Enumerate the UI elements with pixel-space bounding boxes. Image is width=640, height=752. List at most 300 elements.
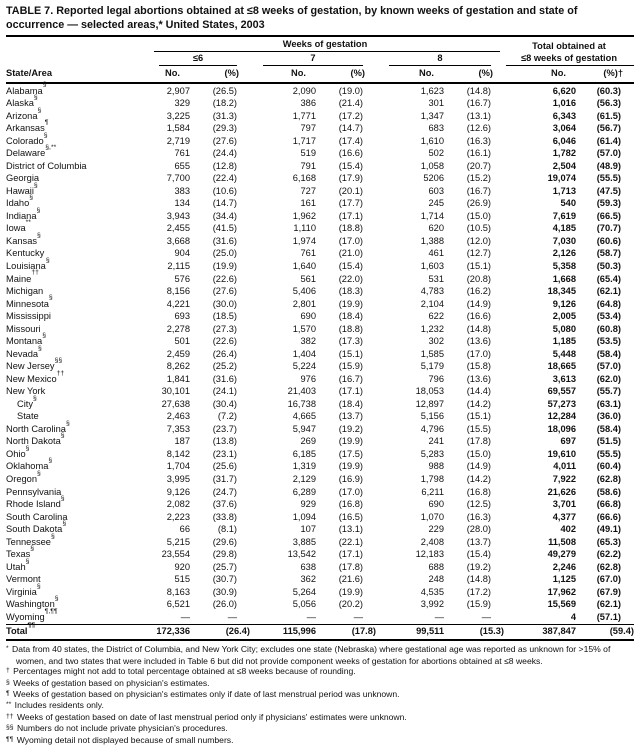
percent-cell: (20.2) bbox=[338, 599, 363, 610]
percent-cell: (64.8) bbox=[596, 298, 621, 309]
percent-cell: (34.4) bbox=[212, 210, 237, 221]
count-cell: 2,463 bbox=[166, 411, 190, 422]
percent-cell: (58.4) bbox=[596, 348, 621, 359]
count-cell: 1,782 bbox=[552, 148, 576, 159]
count-cell: 19,610 bbox=[547, 448, 576, 459]
percent-cell: (31.3) bbox=[212, 110, 237, 121]
count-cell: 402 bbox=[560, 524, 576, 535]
percent-cell: (55.5) bbox=[596, 173, 621, 184]
percent-cell: (18.4) bbox=[338, 311, 363, 322]
percent-cell: (20.8) bbox=[466, 273, 491, 284]
total-no-column-header: No. bbox=[504, 66, 576, 82]
count-cell: 5,947 bbox=[292, 423, 316, 434]
count-cell: 1,974 bbox=[292, 235, 316, 246]
count-cell: 18,053 bbox=[415, 386, 444, 397]
count-cell: 5,358 bbox=[552, 260, 576, 271]
footnote-marker: § bbox=[25, 444, 30, 452]
count-cell: 3,701 bbox=[552, 499, 576, 510]
count-cell: 540 bbox=[560, 198, 576, 209]
percent-cell: (17.9) bbox=[338, 173, 363, 184]
state-name: Tennessee§ bbox=[6, 532, 55, 547]
count-cell: 8,142 bbox=[166, 448, 190, 459]
count-cell: 7,353 bbox=[166, 423, 190, 434]
count-cell: 16,738 bbox=[287, 398, 316, 409]
percent-cell: (15.3) bbox=[444, 624, 504, 640]
percent-cell: (62.1) bbox=[596, 599, 621, 610]
percent-cell: (15.9) bbox=[466, 599, 491, 610]
count-cell: 3,995 bbox=[166, 474, 190, 484]
percent-cell: (17.1) bbox=[338, 210, 363, 221]
count-cell: 27,638 bbox=[161, 398, 190, 409]
percent-cell: (18.2) bbox=[212, 98, 237, 109]
table-row bbox=[6, 98, 634, 111]
footnote: †† Weeks of gestation based on date of last menstrual period only if physicians' estimates were unknown. bbox=[6, 711, 407, 722]
percent-cell: (62.2) bbox=[596, 549, 621, 560]
table-row bbox=[6, 449, 634, 462]
count-cell: 2,907 bbox=[166, 85, 190, 96]
percent-cell: (57.0) bbox=[596, 148, 621, 159]
count-cell: 18,096 bbox=[547, 423, 576, 434]
count-cell: 3,885 bbox=[292, 536, 316, 547]
count-cell: 6,289 bbox=[292, 486, 316, 497]
table-row bbox=[6, 436, 634, 449]
percent-cell: (66.6) bbox=[596, 511, 621, 522]
percent-cell: (62.0) bbox=[596, 373, 621, 384]
percent-cell: (14.2) bbox=[466, 474, 491, 484]
state-name: Missouri bbox=[6, 323, 41, 334]
table-row bbox=[6, 586, 634, 599]
count-cell: 683 bbox=[428, 123, 444, 134]
footnote-marker: §§ bbox=[6, 724, 14, 732]
count-cell: 976 bbox=[300, 373, 316, 384]
percent-cell: (18.3) bbox=[338, 286, 363, 297]
count-cell: 4,011 bbox=[553, 461, 576, 472]
percent-cell: (22.1) bbox=[338, 536, 363, 547]
percent-cell: (13.7) bbox=[338, 411, 363, 422]
percent-cell: (17.0) bbox=[338, 486, 363, 497]
percent-cell: (56.7) bbox=[596, 123, 621, 134]
count-cell: 17,962 bbox=[547, 586, 576, 597]
percent-cell: (20.1) bbox=[338, 185, 363, 196]
percent-cell: (16.1) bbox=[466, 148, 491, 159]
footnote-marker: § bbox=[25, 557, 30, 565]
state-name: Hawaii§ bbox=[6, 181, 38, 196]
count-cell: 172,336 bbox=[146, 624, 190, 640]
count-cell: 9,126 bbox=[552, 298, 576, 309]
count-cell: 988 bbox=[428, 461, 444, 472]
percent-cell: (24.7) bbox=[212, 486, 237, 497]
count-cell: 115,996 bbox=[250, 624, 316, 640]
count-cell: 1,125 bbox=[552, 574, 576, 585]
table-row bbox=[6, 223, 634, 236]
count-cell: 620 bbox=[428, 223, 444, 234]
count-cell: 5,448 bbox=[552, 348, 576, 359]
percent-cell: (19.9) bbox=[338, 436, 363, 447]
percent-cell: (13.6) bbox=[466, 336, 491, 347]
percent-cell: (16.5) bbox=[338, 511, 363, 522]
percent-cell: (55.5) bbox=[596, 448, 621, 459]
table-row bbox=[6, 499, 634, 512]
percent-cell: (26.0) bbox=[212, 599, 237, 610]
percent-cell: (65.3) bbox=[596, 536, 621, 547]
state-name: Colorado§ bbox=[6, 131, 48, 146]
state-name: Total¶¶ bbox=[6, 624, 146, 640]
percent-cell: (57.1) bbox=[596, 611, 621, 622]
count-cell: 1,714 bbox=[420, 210, 444, 221]
no-column-header: No. bbox=[250, 66, 316, 82]
count-cell: 2,455 bbox=[166, 223, 190, 234]
weeks-of-gestation-header: Weeks of gestation bbox=[146, 36, 504, 52]
count-cell: 1,717 bbox=[292, 135, 316, 146]
percent-cell: (17.2) bbox=[338, 110, 363, 121]
count-cell: 7,030 bbox=[552, 235, 576, 246]
count-cell: 501 bbox=[174, 336, 190, 347]
state-name: Indiana§ bbox=[6, 206, 41, 221]
state-name: New York bbox=[6, 386, 46, 397]
percent-cell: (26.9) bbox=[466, 198, 491, 209]
footnote-marker: § bbox=[37, 469, 41, 477]
count-cell: 30,101 bbox=[161, 386, 190, 397]
count-cell: 515 bbox=[174, 574, 190, 585]
count-cell: 18,345 bbox=[547, 286, 576, 297]
percent-cell: (29.6) bbox=[212, 536, 237, 547]
table-row bbox=[6, 373, 634, 386]
percent-cell: (18.8) bbox=[338, 223, 363, 234]
count-cell: 4,535 bbox=[420, 586, 444, 597]
state-name: Louisiana§ bbox=[6, 256, 50, 271]
count-cell: 4,665 bbox=[292, 411, 316, 422]
count-cell: 5,224 bbox=[292, 361, 316, 372]
table-row bbox=[6, 323, 634, 336]
state-name: Vermont bbox=[6, 574, 41, 585]
percent-cell: (24.4) bbox=[212, 148, 237, 159]
table-row bbox=[6, 461, 634, 474]
percent-cell: (60.8) bbox=[596, 323, 621, 334]
percent-cell: (18.5) bbox=[212, 311, 237, 322]
footnote-marker: § bbox=[30, 545, 35, 553]
state-name: South Dakota§ bbox=[6, 520, 67, 535]
table-row bbox=[6, 611, 634, 624]
percent-cell: (16.3) bbox=[466, 511, 491, 522]
count-cell: 904 bbox=[174, 248, 190, 259]
footnotes bbox=[6, 644, 634, 746]
footnote-marker: § bbox=[29, 194, 34, 202]
state-name: North Carolina§ bbox=[6, 419, 70, 434]
state-name: Mississippi bbox=[6, 311, 51, 322]
state-name: Alaska§ bbox=[6, 93, 38, 109]
footnote: § Weeks of gestation based on physician's estimates. bbox=[6, 677, 210, 688]
count-cell: 382 bbox=[300, 336, 316, 347]
percent-cell: (14.4) bbox=[466, 386, 491, 397]
table-row bbox=[6, 336, 634, 349]
footnote-marker: ¶¶ bbox=[6, 735, 14, 743]
total-header-line2: ≤8 weeks of gestation bbox=[504, 52, 634, 66]
count-cell: 690 bbox=[428, 499, 444, 510]
state-name: Maine†† bbox=[6, 269, 39, 284]
count-cell: 1,070 bbox=[420, 511, 444, 522]
percent-cell: (13.1) bbox=[338, 524, 363, 535]
percent-cell: (17.5) bbox=[338, 448, 363, 459]
footnote-marker: § bbox=[33, 93, 38, 101]
percent-cell: (70.7) bbox=[596, 223, 621, 234]
count-cell: 5206 bbox=[423, 173, 444, 184]
count-cell: 1,623 bbox=[420, 85, 444, 96]
footnote-marker: § bbox=[60, 432, 65, 440]
count-cell: 229 bbox=[428, 524, 444, 535]
footnote-marker: § bbox=[54, 595, 59, 603]
count-cell: 5,406 bbox=[292, 286, 316, 297]
count-cell: 1,584 bbox=[166, 123, 190, 134]
count-cell: 502 bbox=[428, 148, 444, 159]
count-cell: 797 bbox=[300, 123, 316, 134]
table-row bbox=[6, 599, 634, 612]
percent-cell: (16.9) bbox=[338, 474, 363, 484]
percent-cell: (19.9) bbox=[338, 461, 363, 472]
count-cell: 688 bbox=[428, 561, 444, 572]
percent-cell: (18.8) bbox=[338, 323, 363, 334]
percent-cell: (14.8) bbox=[466, 323, 491, 334]
count-cell: 1,713 bbox=[552, 185, 576, 196]
count-cell: 655 bbox=[174, 160, 190, 171]
table-row bbox=[6, 311, 634, 324]
count-cell: 6,185 bbox=[292, 448, 316, 459]
percent-cell: (17.4) bbox=[338, 135, 363, 146]
percent-cell: (17.0) bbox=[466, 348, 491, 359]
footnote-marker: ¶ bbox=[6, 690, 10, 698]
percent-cell: (13.6) bbox=[466, 373, 491, 384]
count-cell: 2,129 bbox=[292, 474, 316, 484]
count-cell: 1,232 bbox=[420, 323, 444, 334]
state-name: District of Columbia bbox=[6, 160, 87, 171]
count-cell: 301 bbox=[428, 98, 444, 109]
count-cell: 12,897 bbox=[415, 398, 444, 409]
percent-cell: (15.1) bbox=[466, 260, 491, 271]
percent-cell: (58.7) bbox=[596, 248, 621, 259]
count-cell: 561 bbox=[300, 273, 316, 284]
percent-cell: (58.6) bbox=[596, 486, 621, 497]
percent-cell: (15.8) bbox=[466, 361, 491, 372]
percent-cell: (12.6) bbox=[466, 123, 491, 134]
percent-cell: (49.1) bbox=[596, 524, 621, 535]
percent-cell: (17.1) bbox=[338, 549, 363, 560]
table-row bbox=[6, 486, 634, 499]
count-cell: 1,185 bbox=[552, 336, 576, 347]
total-row bbox=[6, 624, 634, 640]
percent-cell: (19.2) bbox=[466, 561, 491, 572]
week7-header: 7 bbox=[250, 52, 376, 66]
count-cell: 7,700 bbox=[166, 173, 190, 184]
count-cell: 6,620 bbox=[552, 85, 576, 96]
pct-column-header: (%) bbox=[444, 66, 504, 82]
state-name: Washington§ bbox=[6, 595, 59, 610]
state-name: Virginia§ bbox=[6, 582, 41, 597]
percent-cell: — bbox=[353, 611, 363, 622]
percent-cell: (12.0) bbox=[466, 235, 491, 246]
percent-cell: (15.4) bbox=[466, 549, 491, 560]
percent-cell: (55.7) bbox=[596, 386, 621, 397]
count-cell: 1,319 bbox=[292, 461, 316, 472]
percent-cell: (21.6) bbox=[338, 574, 363, 585]
footnote-marker: §§ bbox=[54, 357, 63, 365]
count-cell: 929 bbox=[300, 499, 316, 510]
count-cell: 2,115 bbox=[167, 260, 190, 271]
percent-cell: (16.7) bbox=[338, 373, 363, 384]
le6-weeks-header: ≤6 bbox=[146, 52, 250, 66]
count-cell: 187 bbox=[174, 436, 190, 447]
percent-cell: (66.8) bbox=[596, 499, 621, 510]
count-cell: 2,408 bbox=[420, 536, 444, 547]
count-cell: 727 bbox=[300, 185, 316, 196]
count-cell: 1,570 bbox=[292, 323, 316, 334]
count-cell: 3,992 bbox=[420, 599, 444, 610]
count-cell: 99,511 bbox=[376, 624, 444, 640]
count-cell: 6,211 bbox=[421, 486, 444, 497]
percent-cell: (61.4) bbox=[596, 135, 621, 146]
count-cell: 519 bbox=[300, 148, 316, 159]
count-cell: 1,404 bbox=[292, 348, 316, 359]
total-header-line1: Total obtained at bbox=[532, 41, 606, 52]
percent-cell: (15.1) bbox=[466, 411, 491, 422]
footnote-marker: * bbox=[6, 645, 9, 653]
percent-cell: (28.0) bbox=[466, 524, 491, 535]
gestation-table bbox=[6, 35, 634, 641]
percent-cell: (48.9) bbox=[596, 160, 621, 171]
count-cell: 5,283 bbox=[420, 448, 444, 459]
count-cell: 12,183 bbox=[415, 549, 444, 560]
percent-cell: (26.5) bbox=[212, 85, 237, 96]
percent-cell: (13.8) bbox=[212, 436, 237, 447]
table-row bbox=[6, 511, 634, 524]
count-cell: 1,841 bbox=[166, 373, 190, 384]
count-cell: 2,719 bbox=[166, 135, 190, 146]
count-cell: 1,388 bbox=[420, 235, 444, 246]
percent-cell: (29.8) bbox=[212, 549, 237, 560]
count-cell: — bbox=[306, 611, 316, 622]
state-name: Nevada§ bbox=[6, 344, 42, 359]
count-cell: 4,783 bbox=[420, 286, 444, 297]
percent-cell: (47.5) bbox=[596, 185, 621, 196]
table-row bbox=[6, 361, 634, 374]
table-title: TABLE 7. Reported legal abortions obtained at ≤8 weeks of gestation, by known weeks of gestation and state of occurrence — selected areas,* United States, 2003 bbox=[6, 5, 578, 32]
count-cell: 1,771 bbox=[292, 110, 316, 121]
percent-cell: (15.5) bbox=[466, 423, 491, 434]
percent-cell: (63.1) bbox=[596, 398, 621, 409]
percent-cell: (14.9) bbox=[466, 461, 491, 472]
table-row bbox=[6, 536, 634, 549]
percent-cell: (16.7) bbox=[466, 185, 491, 196]
count-cell: 329 bbox=[174, 98, 190, 109]
count-cell: 15,569 bbox=[547, 599, 576, 610]
table-row bbox=[6, 83, 634, 98]
state-name: South Carolina bbox=[6, 511, 68, 522]
percent-cell: (27.6) bbox=[212, 286, 237, 297]
count-cell: 1,585 bbox=[420, 348, 444, 359]
count-cell: 3,225 bbox=[166, 110, 190, 121]
count-cell: 697 bbox=[560, 436, 576, 447]
percent-cell: (16.8) bbox=[466, 486, 491, 497]
percent-cell: (16.8) bbox=[338, 499, 363, 510]
percent-cell: (15.0) bbox=[466, 448, 491, 459]
count-cell: 4,377 bbox=[552, 511, 576, 522]
count-cell: 13,542 bbox=[287, 549, 316, 560]
count-cell: 8,156 bbox=[166, 286, 190, 297]
state-name: Georgia bbox=[6, 173, 40, 184]
count-cell: 1,016 bbox=[552, 98, 576, 109]
percent-cell: (25.0) bbox=[212, 248, 237, 259]
percent-cell: (17.8) bbox=[338, 561, 363, 572]
percent-cell: (15.1) bbox=[338, 348, 363, 359]
percent-cell: (7.2) bbox=[217, 411, 237, 422]
count-cell: 4,796 bbox=[420, 423, 444, 434]
percent-cell: (22.6) bbox=[212, 336, 237, 347]
footnote-marker: § bbox=[36, 206, 41, 214]
percent-cell: (17.8) bbox=[316, 624, 376, 640]
count-cell: 1,110 bbox=[293, 223, 316, 234]
count-cell: 69,557 bbox=[547, 386, 576, 397]
percent-cell: (17.3) bbox=[338, 336, 363, 347]
footnote: ¶¶ Wyoming detail not displayed because of small numbers. bbox=[6, 734, 234, 745]
count-cell: 603 bbox=[428, 185, 444, 196]
footnote: ¶ Weeks of gestation based on physician's estimates only if date of last menstrual period was unknown. bbox=[6, 689, 400, 700]
count-cell: 1,704 bbox=[166, 461, 190, 472]
percent-cell: (12.7) bbox=[466, 248, 491, 259]
state-name: Alabama§ bbox=[6, 81, 47, 96]
count-cell: 2,459 bbox=[166, 348, 190, 359]
percent-cell: (10.5) bbox=[466, 223, 491, 234]
percent-cell: (50.3) bbox=[596, 260, 621, 271]
count-cell: 5,056 bbox=[292, 599, 316, 610]
percent-cell: (26.4) bbox=[212, 348, 237, 359]
percent-cell: (59.4) bbox=[576, 624, 634, 640]
table-body bbox=[6, 83, 634, 641]
footnote-marker: ¶,¶¶ bbox=[44, 607, 58, 615]
table-row bbox=[6, 185, 634, 198]
count-cell: 2,801 bbox=[292, 298, 316, 309]
table-row bbox=[6, 286, 634, 299]
count-cell: 1,058 bbox=[420, 160, 444, 171]
count-cell: 5,215 bbox=[166, 536, 190, 547]
footnote-marker: † bbox=[6, 667, 10, 675]
count-cell: 690 bbox=[300, 311, 316, 322]
footnote-marker: § bbox=[43, 131, 48, 139]
table-row bbox=[6, 348, 634, 361]
count-cell: 2,223 bbox=[166, 511, 190, 522]
count-cell: 1,668 bbox=[552, 273, 576, 284]
count-cell: 796 bbox=[428, 373, 444, 384]
percent-cell: (31.6) bbox=[212, 373, 237, 384]
count-cell: 5,156 bbox=[420, 411, 444, 422]
state-name: North Dakota§ bbox=[6, 432, 65, 447]
percent-cell: (14.8) bbox=[466, 85, 491, 96]
state-name: Pennsylvania bbox=[6, 486, 62, 497]
percent-cell: (19.9) bbox=[338, 586, 363, 597]
count-cell: 241 bbox=[428, 436, 444, 447]
percent-cell: (62.1) bbox=[596, 286, 621, 297]
footnote-marker: § bbox=[42, 332, 46, 340]
count-cell: 11,508 bbox=[548, 536, 576, 547]
percent-cell: (21.4) bbox=[338, 98, 363, 109]
percent-cell: (19.9) bbox=[212, 260, 237, 271]
percent-cell: (62.8) bbox=[596, 561, 621, 572]
percent-cell: (23.1) bbox=[212, 448, 237, 459]
count-cell: 386 bbox=[300, 98, 316, 109]
count-cell: — bbox=[434, 611, 444, 622]
percent-cell: (41.5) bbox=[212, 223, 237, 234]
table-row bbox=[6, 248, 634, 261]
count-cell: 7,922 bbox=[552, 474, 576, 484]
percent-cell: (53.4) bbox=[596, 311, 621, 322]
footnote: ** Includes residents only. bbox=[6, 700, 104, 711]
